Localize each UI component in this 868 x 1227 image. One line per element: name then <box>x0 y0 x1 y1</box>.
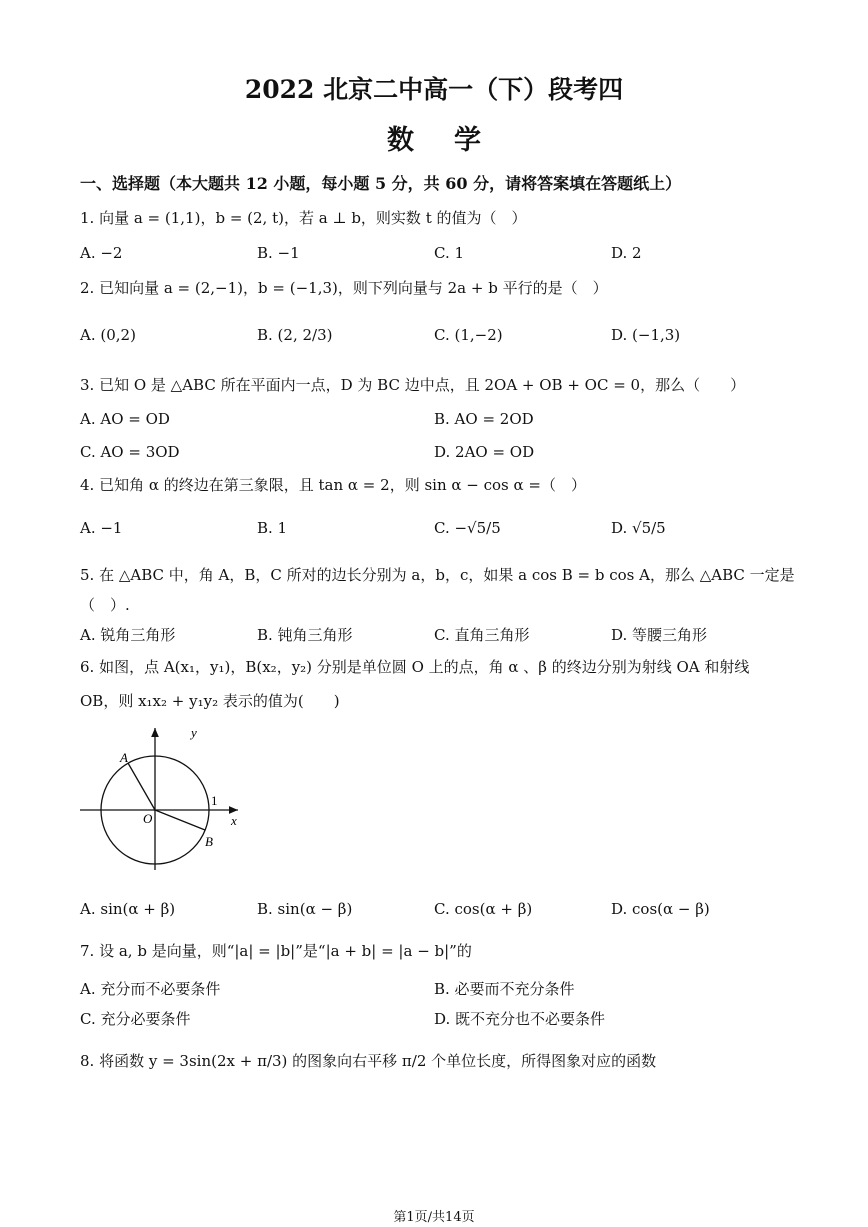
q5-option-d: D. 等腰三角形 <box>611 626 708 644</box>
q6-option-a: A. sin(α + β) <box>80 900 176 918</box>
question-3-stem: 3. 已知 O 是 △ABC 所在平面内一点，D 为 BC 边中点，且 2OA + OB + OC = 0，那么（ ） <box>80 376 746 394</box>
question-4-stem: 4. 已知角 α 的终边在第三象限，且 tan α = 2，则 sin α − cos α =（ ） <box>80 476 586 494</box>
q4-option-c: C. −√5/5 <box>434 519 501 537</box>
q5-option-c: C. 直角三角形 <box>434 626 530 644</box>
q2-option-a: A. (0,2) <box>80 326 136 344</box>
question-7-stem: 7. 设 a, b 是向量，则“|a| = |b|”是“|a + b| = |a − b|”的 <box>80 942 472 960</box>
subject-title: 数学 <box>387 125 521 156</box>
question-5-stem-cont: （ ）. <box>80 596 130 614</box>
q1-option-d: D. 2 <box>611 244 642 262</box>
ray-ob <box>155 810 205 830</box>
page-title: 2022 北京二中高一（下）段考四 <box>244 75 624 104</box>
q6-option-b: B. sin(α − β) <box>257 900 353 918</box>
label-x: x <box>231 813 237 828</box>
q2-option-b: B. (2, 2/3) <box>257 326 333 344</box>
q7-option-b: B. 必要而不充分条件 <box>434 980 575 998</box>
q2-option-c: C. (1,−2) <box>434 326 503 344</box>
q2-option-d: D. (−1,3) <box>611 326 681 344</box>
label-1: 1 <box>211 793 218 808</box>
q5-option-b: B. 钝角三角形 <box>257 626 353 644</box>
q6-option-c: C. cos(α + β) <box>434 900 533 918</box>
q5-option-a: A. 锐角三角形 <box>80 626 176 644</box>
q3-option-d: D. 2AO = OD <box>434 443 535 461</box>
q1-option-a: A. −2 <box>80 244 123 262</box>
question-1-stem: 1. 向量 a = (1,1)，b = (2, t)，若 a ⊥ b，则实数 t 的值为（ ） <box>80 209 527 227</box>
q7-option-d: D. 既不充分也不必要条件 <box>434 1010 606 1028</box>
q3-option-c: C. AO = 3OD <box>80 443 180 461</box>
q7-option-a: A. 充分而不必要条件 <box>80 980 221 998</box>
section-heading: 一、选择题（本大题共 12 小题，每小题 5 分，共 60 分，请将答案填在答题纸上） <box>80 174 682 193</box>
unit-circle-figure <box>78 722 250 872</box>
q4-option-d: D. √5/5 <box>611 519 666 537</box>
question-8-stem: 8. 将函数 y = 3sin(2x + π/3) 的图象向右平移 π/2 个单位长度，所得图象对应的函数 <box>80 1052 657 1070</box>
page-footer: 第1页/共14页 <box>393 1210 475 1225</box>
question-6-stem: 6. 如图，点 A(x₁，y₁)，B(x₂，y₂) 分别是单位圆 O 上的点，角 α 、β 的终边分别为射线 OA 和射线 <box>80 658 750 676</box>
label-b: B <box>205 834 213 849</box>
label-o: O <box>143 811 153 826</box>
question-5-stem: 5. 在 △ABC 中，角 A，B，C 所对的边长分别为 a，b，c，如果 a cos B = b cos A，那么 △ABC 一定是 <box>80 566 795 584</box>
question-2-stem: 2. 已知向量 a = (2,−1)，b = (−1,3)，则下列向量与 2a + b 平行的是（ ） <box>80 279 608 297</box>
q3-option-a: A. AO = OD <box>80 410 170 428</box>
q3-option-b: B. AO = 2OD <box>434 410 534 428</box>
q7-option-c: C. 充分必要条件 <box>80 1010 191 1028</box>
q4-option-b: B. 1 <box>257 519 288 537</box>
question-6-stem-cont: OB，则 x₁x₂ + y₁y₂ 表示的值为( ) <box>80 692 340 710</box>
q4-option-a: A. −1 <box>80 519 123 537</box>
label-a: A <box>120 750 128 765</box>
q1-option-b: B. −1 <box>257 244 300 262</box>
q1-option-c: C. 1 <box>434 244 465 262</box>
ray-oa <box>128 763 155 810</box>
label-y: y <box>191 725 197 740</box>
q6-option-d: D. cos(α − β) <box>611 900 710 918</box>
